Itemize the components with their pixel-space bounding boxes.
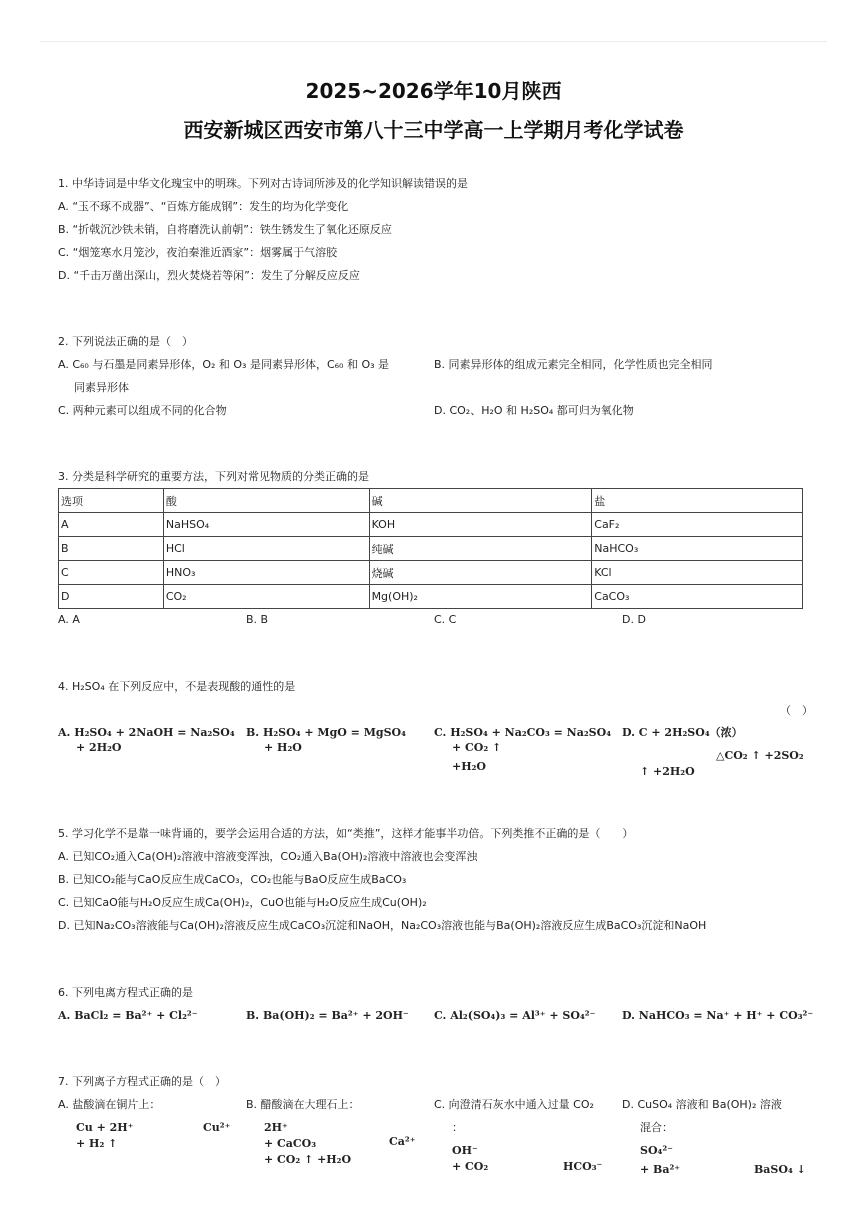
option-a-continued[interactable]: + 2H₂O — [76, 741, 122, 754]
option-c-continued[interactable]: ： — [452, 1121, 463, 1134]
option-b[interactable]: B. 醋酸滴在大理石上： — [246, 1098, 360, 1111]
option-b[interactable]: B. Ba(OH)₂ = Ba²⁺ + 2OH⁻ — [246, 1009, 409, 1022]
option-d[interactable]: D. “千击万凿出深山，烈火焚烧若等闲”：发生了分解反应反应 — [58, 269, 360, 282]
option-c-continued[interactable]: + CO₂ ↑ — [452, 741, 502, 754]
option-b-formula[interactable]: Ca²⁺ — [389, 1135, 416, 1148]
table-cell: NaHCO₃ — [592, 537, 803, 561]
table-header: 碱 — [369, 489, 592, 513]
table-row — [59, 585, 803, 609]
option-d-formula[interactable]: SO₄²⁻ — [640, 1144, 673, 1157]
table-cell: NaHSO₄ — [163, 513, 369, 537]
table-cell: 纯碱 — [369, 537, 592, 561]
table-header-row — [59, 489, 803, 513]
option-c[interactable]: C. H₂SO₄ + Na₂CO₃ = Na₂SO₄ — [434, 726, 612, 739]
page-title-line2: 西安新城区西安市第八十三中学高一上学期月考化学试卷 — [183, 118, 684, 142]
question-stem: 6. 下列电离方程式正确的是 — [58, 986, 193, 999]
option-d[interactable]: D. C + 2H₂SO₄（浓） — [622, 726, 743, 739]
table-cell: KCl — [592, 561, 803, 585]
option-c-formula[interactable]: HCO₃⁻ — [563, 1160, 603, 1173]
option-a[interactable]: A. “玉不琢不成器”、“百炼方能成钢”：发生的均为化学变化 — [58, 200, 349, 213]
table-cell: CaF₂ — [592, 513, 803, 537]
option-d[interactable]: D. CuSO₄ 溶液和 Ba(OH)₂ 溶液 — [622, 1098, 782, 1111]
question-stem: 3. 分类是科学研究的重要方法，下列对常见物质的分类正确的是 — [58, 470, 369, 483]
option-c-formula[interactable]: OH⁻ — [452, 1144, 478, 1157]
page-title-line1: 2025~2026学年10月陕西 — [305, 79, 562, 103]
table-header: 选项 — [59, 489, 164, 513]
classification-table — [58, 488, 803, 609]
option-c[interactable]: C. 已知CaO能与H₂O反应生成Ca(OH)₂，CuO也能与H₂O反应生成Cu(OH)₂ — [58, 896, 427, 909]
table-row — [59, 561, 803, 585]
question-stem: 5. 学习化学不是靠一味背诵的，要学会运用合适的方法，如“类推”，这样才能事半功倍。下列类推不正确的是（ ） — [58, 827, 634, 840]
option-b[interactable]: B. “折戟沉沙铁未销，自将磨洗认前朝”：铁生锈发生了氧化还原反应 — [58, 223, 392, 236]
table-cell: CO₂ — [163, 585, 369, 609]
option-a[interactable]: A. H₂SO₄ + 2NaOH = Na₂SO₄ — [58, 726, 235, 739]
option-a-continued[interactable]: 同素异形体 — [74, 381, 129, 394]
option-c[interactable]: C. C — [434, 613, 457, 626]
option-c[interactable]: C. “烟笼寒水月笼沙，夜泊秦淮近酒家”：烟雾属于气溶胶 — [58, 246, 338, 259]
option-d[interactable]: D. D — [622, 613, 646, 626]
table-cell: KOH — [369, 513, 592, 537]
option-d[interactable]: D. NaHCO₃ = Na⁺ + H⁺ + CO₃²⁻ — [622, 1009, 814, 1022]
table-cell: B — [59, 537, 164, 561]
option-a[interactable]: A. 已知CO₂通入Ca(OH)₂溶液中溶液变浑浊，CO₂通入Ba(OH)₂溶液中溶液也会变浑浊 — [58, 850, 478, 863]
table-cell: HNO₃ — [163, 561, 369, 585]
option-b[interactable]: B. H₂SO₄ + MgO = MgSO₄ — [246, 726, 406, 739]
option-b[interactable]: B. 已知CO₂能与CaO反应生成CaCO₃，CO₂也能与BaO反应生成BaCO₃ — [58, 873, 407, 886]
top-divider — [40, 41, 827, 42]
option-d-formula[interactable]: + Ba²⁺ — [640, 1163, 681, 1176]
option-c[interactable]: C. 向澄清石灰水中通入过量 CO₂ — [434, 1098, 594, 1111]
option-b-formula[interactable]: + CaCO₃ — [264, 1137, 317, 1150]
option-a[interactable]: A. BaCl₂ = Ba²⁺ + Cl₂²⁻ — [58, 1009, 198, 1022]
option-d-formula[interactable]: BaSO₄ ↓ — [754, 1163, 806, 1176]
option-a[interactable]: A. 盐酸滴在铜片上： — [58, 1098, 161, 1111]
option-b-continued[interactable]: + H₂O — [264, 741, 302, 754]
table-cell: D — [59, 585, 164, 609]
option-a-formula[interactable]: Cu²⁺ — [203, 1121, 231, 1134]
question-stem: 7. 下列离子方程式正确的是（ ） — [58, 1075, 226, 1088]
option-d-continued[interactable]: ↑ +2H₂O — [640, 765, 695, 778]
option-b[interactable]: B. 同素异形体的组成元素完全相同，化学性质也完全相同 — [434, 358, 713, 371]
table-cell: 烧碱 — [369, 561, 592, 585]
option-a-formula[interactable]: + H₂ ↑ — [76, 1137, 118, 1150]
table-cell: A — [59, 513, 164, 537]
option-d[interactable]: D. CO₂、H₂O 和 H₂SO₄ 都可归为氧化物 — [434, 404, 634, 417]
option-c-formula[interactable]: + CO₂ — [452, 1160, 489, 1173]
option-c[interactable]: C. Al₂(SO₄)₃ = Al³⁺ + SO₄²⁻ — [434, 1009, 596, 1022]
option-b-formula[interactable]: 2H⁺ — [264, 1121, 288, 1134]
table-cell: Mg(OH)₂ — [369, 585, 592, 609]
option-d-continued[interactable]: 混合： — [640, 1121, 673, 1134]
question-stem: 1. 中华诗词是中华文化瑰宝中的明珠。下列对古诗词所涉及的化学知识解读错误的是 — [58, 177, 468, 190]
option-b[interactable]: B. B — [246, 613, 269, 626]
option-c[interactable]: C. 两种元素可以组成不同的化合物 — [58, 404, 227, 417]
table-header: 盐 — [592, 489, 803, 513]
option-d-continued[interactable]: △CO₂ ↑ +2SO₂ — [716, 749, 804, 762]
table-row — [59, 537, 803, 561]
table-cell: C — [59, 561, 164, 585]
question-stem: 4. H₂SO₄ 在下列反应中，不是表现酸的通性的是 — [58, 680, 296, 693]
table-cell: CaCO₃ — [592, 585, 803, 609]
option-b-formula[interactable]: + CO₂ ↑ +H₂O — [264, 1153, 352, 1166]
option-a-formula[interactable]: Cu + 2H⁺ — [76, 1121, 134, 1134]
question-stem: 2. 下列说法正确的是（ ） — [58, 335, 193, 348]
table-header: 酸 — [163, 489, 369, 513]
option-a[interactable]: A. C₆₀ 与石墨是同素异形体，O₂ 和 O₃ 是同素异形体，C₆₀ 和 O₃ 是 — [58, 358, 390, 371]
option-d[interactable]: D. 已知Na₂CO₃溶液能与Ca(OH)₂溶液反应生成CaCO₃沉淀和NaOH，Na₂CO₃溶液也能与Ba(OH)₂溶液反应生成BaCO₃沉淀和NaOH — [58, 919, 707, 932]
table-cell: HCl — [163, 537, 369, 561]
option-a[interactable]: A. A — [58, 613, 80, 626]
option-c-continued[interactable]: +H₂O — [452, 760, 487, 773]
table-row — [59, 513, 803, 537]
answer-blank: （ ） — [780, 704, 813, 717]
